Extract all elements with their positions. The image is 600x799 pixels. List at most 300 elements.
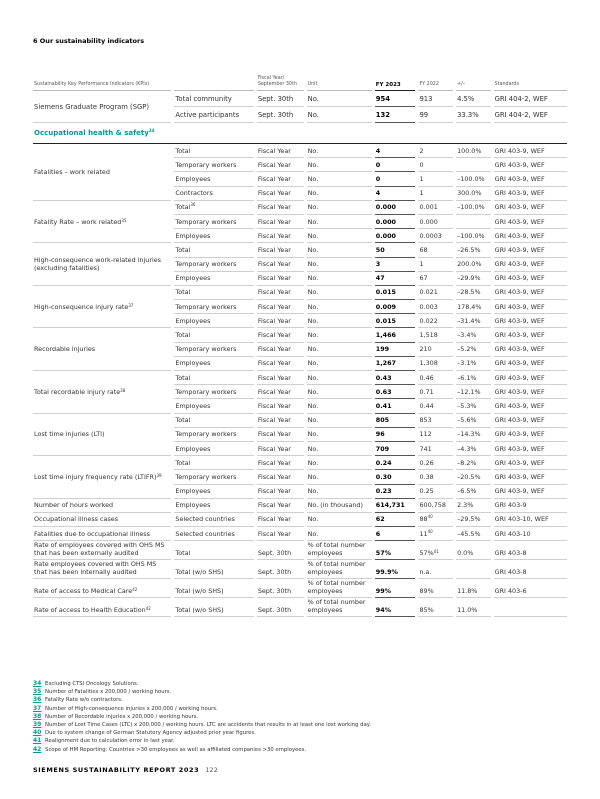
kpi-period (257, 243, 304, 257)
kpi-fy2023 (375, 513, 416, 527)
kpi-fy2023 (375, 527, 416, 541)
kpi-fy2023-text: 47 (375, 274, 385, 283)
header-period: Fiscal Year/ September 30th (257, 70, 304, 91)
kpi-fy2022-text: 1,518 (419, 331, 438, 340)
page-footer (33, 766, 218, 774)
header-blank (174, 70, 253, 91)
kpi-label (33, 414, 171, 457)
kpi-fy2022-text: 853 (419, 416, 432, 425)
footnote-ref: 35 (121, 217, 127, 223)
kpi-fy2023 (375, 201, 416, 215)
kpi-period-text: Fiscal Year (257, 387, 291, 396)
kpi-period-text: Fiscal Year (257, 345, 291, 354)
kpi-fy2022 (418, 187, 453, 201)
kpi-unit (307, 215, 372, 229)
kpi-unit-text: No. (307, 110, 319, 119)
kpi-standards (494, 598, 567, 617)
kpi-fy2023-text: 0.41 (375, 401, 392, 410)
kpi-standards (494, 201, 567, 215)
footnote (33, 721, 371, 729)
kpi-standards-text: GRI 403-9, WEF (494, 416, 545, 425)
kpi-subcategory-text: Temporary workers (175, 345, 237, 354)
kpi-subcategory (174, 442, 253, 456)
kpi-unit-text: No. (307, 373, 319, 382)
kpi-period-text: Fiscal Year (257, 373, 291, 382)
kpi-fy2023 (375, 399, 416, 413)
kpi-period (257, 144, 304, 158)
kpi-change (456, 499, 491, 513)
kpi-unit (307, 385, 372, 399)
footnote-number: 41 (33, 737, 42, 745)
kpi-change (456, 286, 491, 300)
table-header (33, 70, 567, 91)
section-title-text: Occupational health & safety (34, 129, 149, 137)
kpi-standards (494, 286, 567, 300)
kpi-subcategory (174, 91, 253, 107)
kpi-change-text: –14.3% (457, 430, 481, 439)
kpi-period (257, 187, 304, 201)
kpi-fy2023 (375, 328, 416, 342)
kpi-standards-text: GRI 403-9, WEF (494, 331, 545, 340)
kpi-unit-text: No. (307, 487, 319, 496)
kpi-standards-text: GRI 403-9, WEF (494, 245, 545, 254)
kpi-change-text: –6.5% (457, 487, 477, 496)
kpi-standards-text: GRI 403-10, WEF (494, 515, 549, 524)
kpi-subcategory-text: Temporary workers (175, 430, 237, 439)
kpi-change-text: –31.4% (457, 316, 481, 325)
kpi-period (257, 513, 304, 527)
kpi-label (33, 560, 171, 579)
table-row (33, 527, 567, 541)
kpi-period-text: Fiscal Year (257, 302, 291, 311)
kpi-fy2022 (418, 172, 453, 186)
kpi-period (257, 579, 304, 598)
kpi-subcategory (174, 215, 253, 229)
kpi-standards (494, 300, 567, 314)
kpi-subcategory (174, 343, 253, 357)
kpi-unit (307, 499, 372, 513)
kpi-unit-text: No. (307, 529, 319, 538)
kpi-period-text: Fiscal Year (257, 416, 291, 425)
kpi-fy2023 (375, 172, 416, 186)
kpi-period (257, 485, 304, 499)
kpi-fy2022-text: 0.26 (419, 458, 434, 467)
kpi-subcategory (174, 286, 253, 300)
kpi-unit-text: No. (307, 245, 319, 254)
footnote (33, 696, 371, 704)
kpi-fy2022 (418, 215, 453, 229)
kpi-unit (307, 343, 372, 357)
footnote-ref: 38 (120, 387, 126, 393)
kpi-fy2022-text: 0.0003 (419, 231, 442, 240)
kpi-change-text: 4.5% (457, 94, 475, 103)
kpi-unit (307, 456, 372, 470)
footnote-ref: 40 (427, 528, 433, 534)
kpi-fy2023-text: 0.24 (375, 458, 392, 467)
kpi-change-text: –29.5% (457, 515, 481, 524)
kpi-unit-text: No. (307, 274, 319, 283)
footnote-ref: 37 (128, 302, 134, 308)
footnotes (33, 680, 371, 754)
footnote (33, 688, 371, 696)
kpi-subcategory (174, 499, 253, 513)
kpi-standards (494, 470, 567, 484)
kpi-change (456, 428, 491, 442)
kpi-label-text: High-consequence injury rate (34, 302, 129, 311)
kpi-fy2022 (418, 201, 453, 215)
kpi-fy2023 (375, 343, 416, 357)
table-row (33, 456, 567, 470)
kpi-change-text: 0.0% (457, 549, 474, 558)
kpi-change-text: 33.3% (457, 110, 479, 119)
kpi-fy2023-text: 6 (375, 529, 381, 538)
table-row (33, 414, 567, 428)
kpi-fy2022-text: 2 (419, 146, 424, 155)
kpi-subcategory-text: Total (w/o SHS) (175, 606, 224, 615)
table-row (33, 371, 567, 385)
kpi-subcategory-text: Employees (175, 501, 211, 510)
kpi-unit (307, 158, 372, 172)
kpi-standards-text: GRI 403-9, WEF (494, 487, 545, 496)
kpi-unit-text: No. (307, 94, 319, 103)
kpi-change (456, 172, 491, 186)
kpi-unit (307, 172, 372, 186)
kpi-fy2022-text: 741 (419, 444, 432, 453)
kpi-subcategory-text: Employees (175, 274, 211, 283)
kpi-fy2023-text: 4 (375, 146, 381, 155)
footnote-number: 34 (33, 680, 42, 687)
kpi-subcategory (174, 385, 253, 399)
kpi-change (456, 442, 491, 456)
kpi-change-text: –45.5% (457, 529, 481, 538)
kpi-period-text: Sept. 30th (257, 606, 292, 615)
kpi-fy2022 (418, 300, 453, 314)
kpi-standards-text: GRI 403-9, WEF (494, 231, 545, 240)
kpi-subcategory-text: Employees (175, 359, 211, 368)
kpi-standards-text: GRI 403-9, WEF (494, 444, 545, 453)
header-fy2022: FY 2022 (418, 70, 453, 91)
kpi-fy2022-text: 0.021 (419, 288, 438, 297)
footnote (33, 713, 371, 721)
kpi-fy2022 (418, 158, 453, 172)
kpi-period (257, 385, 304, 399)
kpi-fy2023-text: 199 (375, 345, 390, 354)
kpi-subcategory-text: Total (175, 146, 191, 155)
kpi-fy2023 (375, 371, 416, 385)
kpi-fy2022 (418, 258, 453, 272)
kpi-unit (307, 541, 372, 560)
kpi-fy2022-text: 57% (419, 549, 434, 558)
kpi-period (257, 414, 304, 428)
kpi-fy2023 (375, 91, 416, 107)
kpi-unit-text: No. (307, 160, 319, 169)
kpi-unit-text: No. (307, 472, 319, 481)
kpi-fy2023 (375, 560, 416, 579)
kpi-change (456, 328, 491, 342)
kpi-fy2022-text: 99 (419, 110, 429, 119)
kpi-change (456, 91, 491, 107)
kpi-change-text: –6.1% (457, 373, 477, 382)
kpi-subcategory (174, 371, 253, 385)
kpi-standards (494, 513, 567, 527)
kpi-subcategory-text: Employees (175, 487, 211, 496)
kpi-period (257, 499, 304, 513)
kpi-unit-text: No. (307, 345, 319, 354)
table-row (33, 91, 567, 107)
kpi-period (257, 172, 304, 186)
kpi-fy2022 (418, 485, 453, 499)
kpi-fy2022-text: 112 (419, 430, 432, 439)
kpi-change-text: –29.9% (457, 274, 481, 283)
kpi-fy2022-text: 0.001 (419, 203, 438, 212)
kpi-fy2023-text: 57% (375, 549, 392, 558)
kpi-standards (494, 385, 567, 399)
kpi-unit-text: No. (307, 146, 319, 155)
kpi-change (456, 300, 491, 314)
kpi-change-text: –8.2% (457, 458, 477, 467)
kpi-label (33, 499, 171, 513)
kpi-subcategory-text: Employees (175, 231, 211, 240)
kpi-unit (307, 428, 372, 442)
footnote-number: 39 (33, 721, 42, 729)
kpi-fy2023 (375, 499, 416, 513)
kpi-subcategory (174, 144, 253, 158)
kpi-unit (307, 485, 372, 499)
kpi-label-text: Total recordable injury rate (34, 387, 121, 396)
kpi-label (33, 598, 171, 617)
section-title (33, 123, 567, 144)
kpi-label-text: Fatality Rate – work related (34, 217, 122, 226)
kpi-change (456, 201, 491, 215)
kpi-subcategory (174, 485, 253, 499)
footnote-number: 40 (33, 729, 42, 737)
kpi-standards (494, 527, 567, 541)
kpi-change (456, 414, 491, 428)
kpi-label-text: High-consequence work-related injuries (excluding fatalities) (34, 256, 162, 273)
section-row (33, 123, 567, 144)
kpi-fy2023-text: 0.43 (375, 373, 392, 382)
kpi-fy2023-text: 94% (375, 606, 392, 615)
kpi-unit (307, 371, 372, 385)
kpi-fy2022 (418, 456, 453, 470)
kpi-change-text: –28.5% (457, 288, 481, 297)
kpi-period-text: Fiscal Year (257, 160, 291, 169)
kpi-label (33, 527, 171, 541)
kpi-fy2022-text: 0 (419, 160, 424, 169)
kpi-fy2023 (375, 286, 416, 300)
kpi-fy2023 (375, 541, 416, 560)
kpi-label-text: Lost time injuries (LTI) (34, 430, 105, 439)
kpi-period-text: Fiscal Year (257, 203, 291, 212)
kpi-period-text: Fiscal Year (257, 444, 291, 453)
kpi-period-text: Fiscal Year (257, 288, 291, 297)
kpi-unit (307, 187, 372, 201)
kpi-fy2022 (418, 243, 453, 257)
kpi-standards (494, 428, 567, 442)
footnote-text: Number of Lost Time Cases (LTC) x 200,000 / working hours. LTC are accidents that results in at least one lost working day. (45, 722, 371, 729)
kpi-fy2023 (375, 272, 416, 286)
kpi-label (33, 201, 171, 244)
kpi-standards (494, 243, 567, 257)
kpi-period-text: Fiscal Year (257, 189, 291, 198)
kpi-period-text: Fiscal Year (257, 529, 291, 538)
kpi-period (257, 201, 304, 215)
header-unit: Unit (307, 70, 372, 91)
kpi-fy2022-text: 913 (419, 94, 433, 103)
kpi-standards (494, 399, 567, 413)
kpi-standards (494, 414, 567, 428)
footnote-ref: 42 (132, 587, 138, 593)
kpi-fy2022-text: 1 (419, 260, 424, 269)
kpi-subcategory (174, 428, 253, 442)
kpi-change (456, 314, 491, 328)
kpi-standards (494, 328, 567, 342)
kpi-fy2023 (375, 215, 416, 229)
kpi-fy2023-text: 0.015 (375, 316, 396, 325)
kpi-unit-text: % of total number employees (307, 560, 366, 577)
kpi-unit (307, 229, 372, 243)
kpi-period-text: Fiscal Year (257, 458, 291, 467)
kpi-subcategory (174, 243, 253, 257)
kpi-fy2022 (418, 513, 453, 527)
kpi-standards (494, 485, 567, 499)
kpi-subcategory-text: Total (w/o SHS) (175, 587, 224, 596)
kpi-subcategory-text: Total (175, 549, 191, 558)
kpi-period (257, 343, 304, 357)
kpi-period (257, 272, 304, 286)
kpi-fy2022 (418, 343, 453, 357)
kpi-standards-text: GRI 403-9 (494, 501, 527, 510)
kpi-label (33, 91, 171, 123)
kpi-fy2022 (418, 371, 453, 385)
kpi-standards-text: GRI 403-9, WEF (494, 203, 545, 212)
kpi-subcategory-text: Temporary workers (175, 472, 237, 481)
kpi-change (456, 229, 491, 243)
kpi-unit-text: No. (307, 331, 319, 340)
kpi-standards (494, 314, 567, 328)
kpi-label (33, 456, 171, 499)
kpi-subcategory-text: Total (175, 416, 191, 425)
kpi-fy2023-text: 62 (375, 515, 385, 524)
footnote-ref: 36 (190, 202, 196, 208)
kpi-fy2023-text: 96 (375, 430, 385, 439)
kpi-standards (494, 144, 567, 158)
kpi-fy2023-text: 132 (375, 110, 390, 119)
kpi-label-text: Occupational illness cases (34, 515, 119, 524)
kpi-standards-text: GRI 403-9, WEF (494, 373, 545, 382)
kpi-standards (494, 499, 567, 513)
kpi-change-text: –100.0% (457, 174, 485, 183)
kpi-standards (494, 258, 567, 272)
kpi-unit-text: No. (307, 401, 319, 410)
kpi-unit (307, 414, 372, 428)
kpi-change (456, 560, 491, 579)
kpi-fy2022-text: 88 (419, 515, 428, 524)
kpi-fy2023 (375, 187, 416, 201)
kpi-fy2022 (418, 328, 453, 342)
kpi-standards (494, 91, 567, 107)
kpi-period-text: Fiscal Year (257, 472, 291, 481)
kpi-fy2023 (375, 385, 416, 399)
kpi-change (456, 258, 491, 272)
kpi-standards (494, 272, 567, 286)
kpi-subcategory (174, 560, 253, 579)
kpi-label (33, 371, 171, 414)
kpi-subcategory (174, 456, 253, 470)
kpi-label (33, 513, 171, 527)
kpi-label (33, 541, 171, 560)
kpi-period (257, 286, 304, 300)
kpi-fy2023 (375, 456, 416, 470)
kpi-change (456, 385, 491, 399)
kpi-fy2023-text: 614,731 (375, 501, 405, 510)
kpi-standards (494, 456, 567, 470)
kpi-unit-text: % of total number employees (307, 598, 366, 615)
kpi-fy2023 (375, 314, 416, 328)
kpi-fy2023-text: 1,267 (375, 359, 396, 368)
kpi-period (257, 91, 304, 107)
kpi-fy2022-text: 11 (419, 529, 428, 538)
kpi-unit (307, 243, 372, 257)
kpi-standards (494, 371, 567, 385)
kpi-subcategory (174, 513, 253, 527)
kpi-change-text: –5.6% (457, 416, 477, 425)
kpi-label-text: Siemens Graduate Program (SGP) (34, 102, 150, 111)
kpi-fy2022 (418, 286, 453, 300)
kpi-fy2022 (418, 541, 453, 560)
kpi-fy2022-text: 600,758 (419, 501, 446, 510)
kpi-fy2022 (418, 598, 453, 617)
kpi-subcategory-text: Total (175, 373, 191, 382)
kpi-subcategory-text: Selected countries (175, 529, 235, 538)
kpi-period (257, 470, 304, 484)
kpi-unit-text: No. (307, 260, 319, 269)
kpi-fy2022-text: 0.46 (419, 373, 434, 382)
footnote-ref: 34 (148, 128, 155, 133)
kpi-fy2023-text: 99% (375, 587, 392, 596)
kpi-unit (307, 272, 372, 286)
kpi-fy2022 (418, 229, 453, 243)
kpi-change (456, 470, 491, 484)
kpi-period-text: Fiscal Year (257, 217, 291, 226)
kpi-standards (494, 215, 567, 229)
footnote-ref: 42 (145, 606, 151, 612)
kpi-unit (307, 328, 372, 342)
footnote-number: 36 (33, 696, 42, 704)
kpi-fy2023 (375, 300, 416, 314)
kpi-unit-text: No. (307, 203, 319, 212)
kpi-subcategory-text: Temporary workers (175, 387, 237, 396)
kpi-subcategory-text: Temporary workers (175, 160, 237, 169)
kpi-standards (494, 229, 567, 243)
kpi-subcategory (174, 314, 253, 328)
kpi-period (257, 371, 304, 385)
kpi-unit (307, 91, 372, 107)
kpi-change-text: –26.5% (457, 245, 481, 254)
kpi-unit-text: No. (307, 217, 319, 226)
kpi-label-text: Fatalities – work related (34, 167, 110, 176)
kpi-standards (494, 541, 567, 560)
kpi-standards (494, 442, 567, 456)
kpi-unit (307, 560, 372, 579)
kpi-period-text: Fiscal Year (257, 401, 291, 410)
kpi-fy2023 (375, 144, 416, 158)
kpi-label (33, 286, 171, 329)
kpi-fy2023-text: 0.009 (375, 302, 396, 311)
kpi-unit-text: No. (307, 302, 319, 311)
kpi-fy2022 (418, 399, 453, 413)
kpi-unit-text: No. (307, 174, 319, 183)
